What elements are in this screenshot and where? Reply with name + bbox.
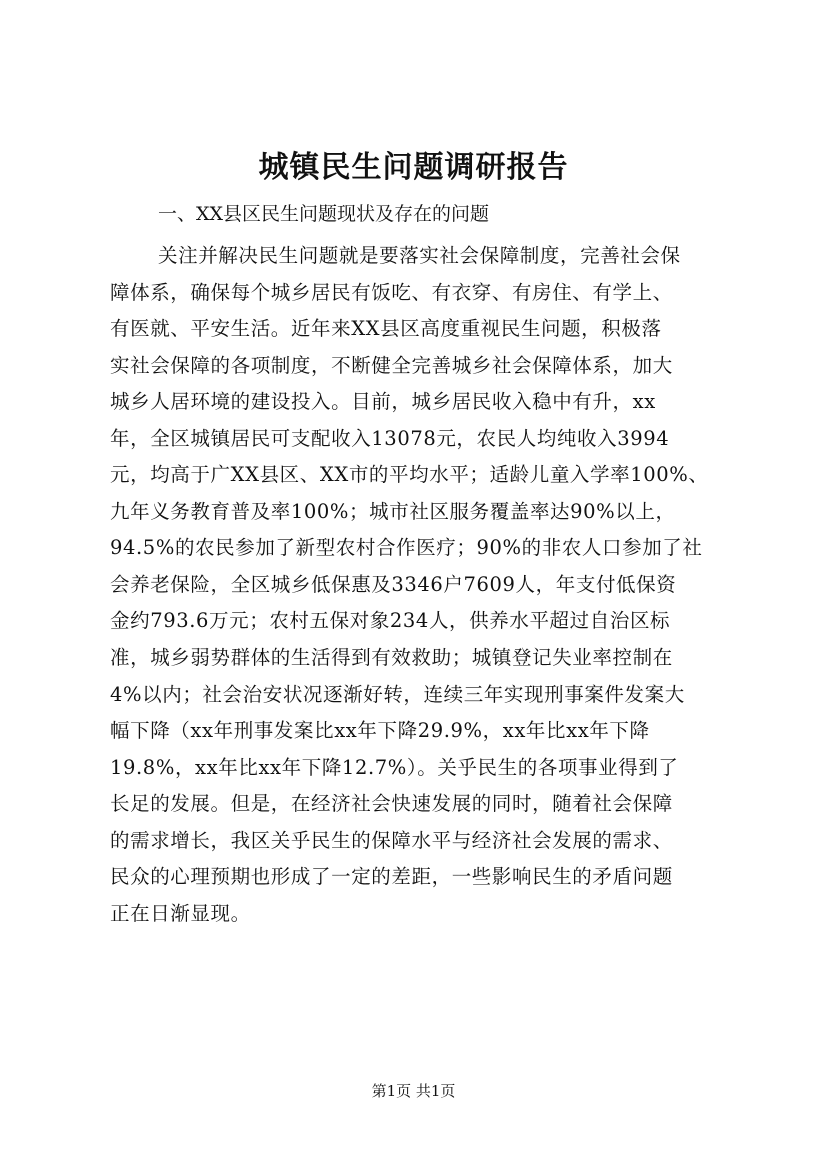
paragraph-line: 民众的心理预期也形成了一定的差距，一些影响民生的矛盾问题 [110, 865, 673, 889]
paragraph-line: 年，全区城镇居民可支配收入13078元，农民人均纯收入3994 [110, 426, 670, 450]
paragraph-line: 九年义务教育普及率100%；城市社区服务覆盖率达90%以上， [110, 499, 676, 523]
paragraph-line: 长足的发展。但是，在经济社会快速发展的同时，随着社会保障 [110, 792, 673, 816]
paragraph-line: 金约793.6万元；农村五保对象234人，供养水平超过自治区标 [110, 609, 671, 633]
paragraph-line: 正在日渐显现。 [110, 901, 251, 925]
document-title: 城镇民生问题调研报告 [258, 150, 569, 185]
paragraph-line: 关注并解决民生问题就是要落实社会保障制度，完善社会保 [158, 244, 681, 267]
paragraph-line: 会养老保险，全区城乡低保惠及3346户7609人，年支付低保资 [110, 572, 677, 596]
paragraph-line: 障体系，确保每个城乡居民有饭吃、有衣穿、有房住、有学上、 [110, 280, 673, 304]
paragraph-line: 幅下降（xx年刑事发案比xx年下降29.9%，xx年比xx年下降 [110, 719, 650, 743]
paragraph-line: 94.5%的农民参加了新型农村合作医疗；90%的非农人口参加了社 [110, 536, 703, 560]
paragraph-line: 城乡人居环境的建设投入。目前，城乡居民收入稳中有升，xx [110, 390, 656, 414]
section-heading: 一、XX县区民生问题现状及存在的问题 [158, 203, 490, 225]
body-paragraph [110, 238, 750, 932]
paragraph-line: 准，城乡弱势群体的生活得到有效救助；城镇登记失业率控制在 [110, 646, 673, 670]
paragraph-line: 4%以内；社会治安状况逐渐好转，连续三年实现刑事案件发案大 [110, 682, 685, 706]
paragraph-line: 的需求增长，我区关乎民生的保障水平与经济社会发展的需求、 [110, 828, 673, 852]
page-footer: 第1页 共1页 [371, 1082, 456, 1100]
paragraph-line: 元，均高于广XX县区、XX市的平均水平；适龄儿童入学率100%、 [110, 463, 709, 487]
paragraph-line: 实社会保障的各项制度，不断健全完善城乡社会保障体系，加大 [110, 353, 673, 377]
paragraph-line: 19.8%，xx年比xx年下降12.7%）。关乎民生的各项事业得到了 [110, 755, 679, 779]
paragraph-line: 有医就、平安生活。近年来XX县区高度重视民生问题，积极落 [110, 317, 662, 341]
